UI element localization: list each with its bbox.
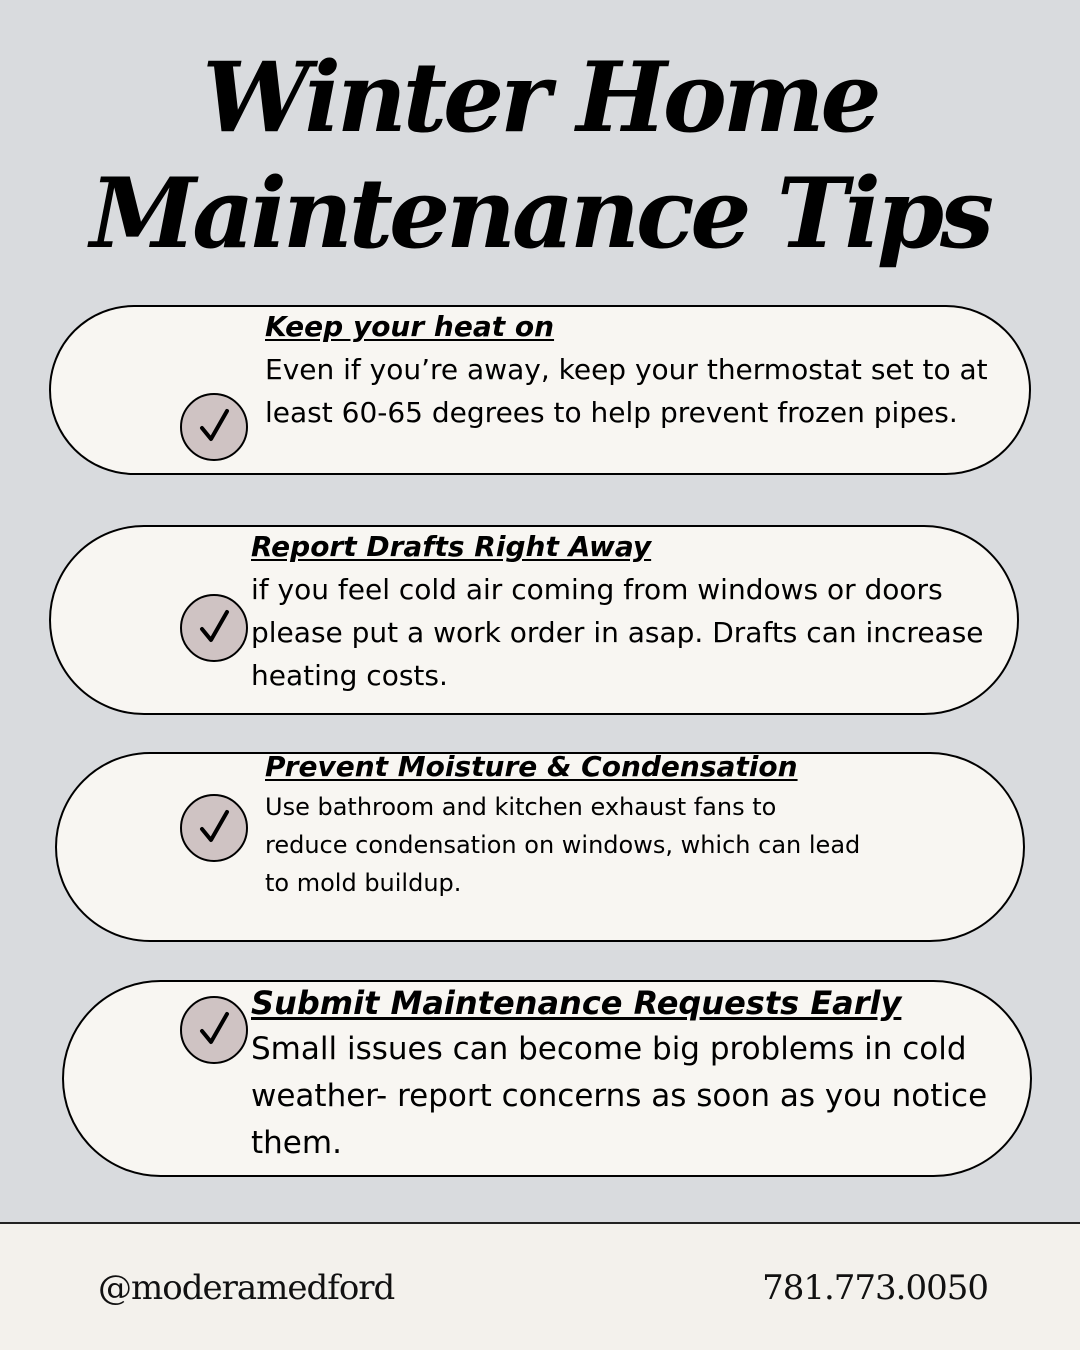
tip-description: Small issues can become big problems in cold weather- report concerns as soon as you notice them. [251,1031,988,1161]
page-title-line-2: Maintenance Tips [90,157,990,270]
page-title-line-1: Winter Home [202,41,878,154]
footer [0,1222,1080,1350]
tip-text-report-drafts [251,526,991,697]
tip-description: Even if you’re away, keep your thermostat set to at least 60-65 degrees to help prevent frozen pipes. [265,353,988,429]
tip-description: Use bathroom and kitchen exhaust fans to reduce condensation on windows, which can lead to mold buildup. [265,793,861,897]
tip-title: Report Drafts Right Away [251,530,652,563]
tip-text-keep-heat-on [265,306,1005,434]
checkmark-icon [180,794,248,862]
social-handle: @moderamedford [98,1268,395,1308]
checkmark-icon [180,393,248,461]
phone-number: 781.773.0050 [762,1268,988,1308]
tip-description: if you feel cold air coming from windows or doors please put a work order in asap. Drafts can increase heating costs. [251,573,984,692]
tip-text-submit-requests [251,980,991,1167]
tip-title: Keep your heat on [265,310,555,343]
tip-text-prevent-moisture [265,746,985,902]
tip-title: Prevent Moisture & Condensation [265,750,798,783]
checkmark-icon [180,996,248,1064]
page-title [0,40,1080,272]
checkmark-icon [180,594,248,662]
tip-title: Submit Maintenance Requests Early [251,984,902,1022]
